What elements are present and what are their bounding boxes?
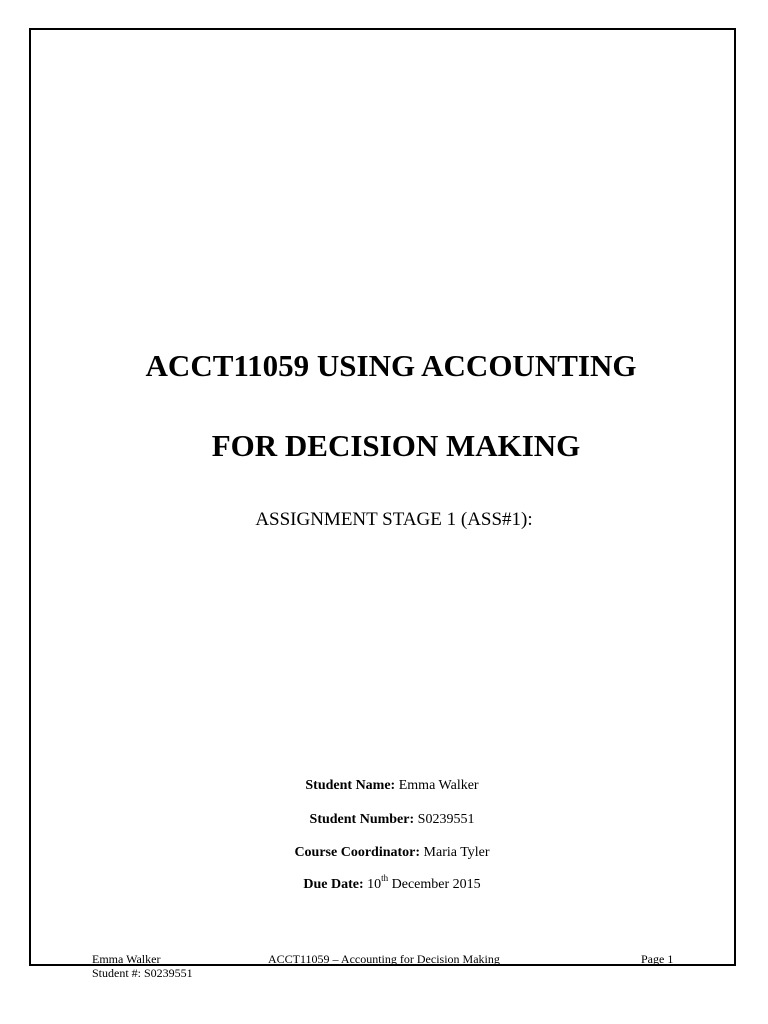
course-coordinator-value: Maria Tyler	[423, 845, 490, 860]
student-number-row	[8, 811, 768, 829]
due-date-day: 10	[367, 877, 382, 892]
due-date-suffix: th	[381, 873, 389, 884]
title-line-1: ACCT11059 USING ACCOUNTING	[145, 348, 637, 383]
footer-author-block	[92, 952, 193, 980]
footer-author: Emma Walker	[92, 952, 161, 966]
assignment-subtitle: ASSIGNMENT STAGE 1 (ASS#1):	[255, 509, 533, 530]
due-date-rest: December 2015	[391, 877, 481, 892]
footer-page-number: Page 1	[641, 952, 674, 966]
student-number-value: S0239551	[417, 812, 475, 827]
course-coordinator-row	[8, 844, 768, 862]
footer-student-id: Student #: S0239551	[92, 966, 193, 980]
due-date-label: Due Date:	[303, 877, 364, 892]
due-date-row	[8, 873, 768, 894]
student-number-label: Student Number:	[309, 812, 415, 827]
footer-course: ACCT11059 – Accounting for Decision Making	[268, 952, 500, 966]
course-coordinator-label: Course Coordinator:	[294, 845, 421, 860]
title-line-2: FOR DECISION MAKING	[211, 428, 581, 463]
student-name-label: Student Name:	[305, 778, 396, 793]
student-name-row	[8, 777, 768, 795]
student-name-value: Emma Walker	[398, 778, 479, 793]
